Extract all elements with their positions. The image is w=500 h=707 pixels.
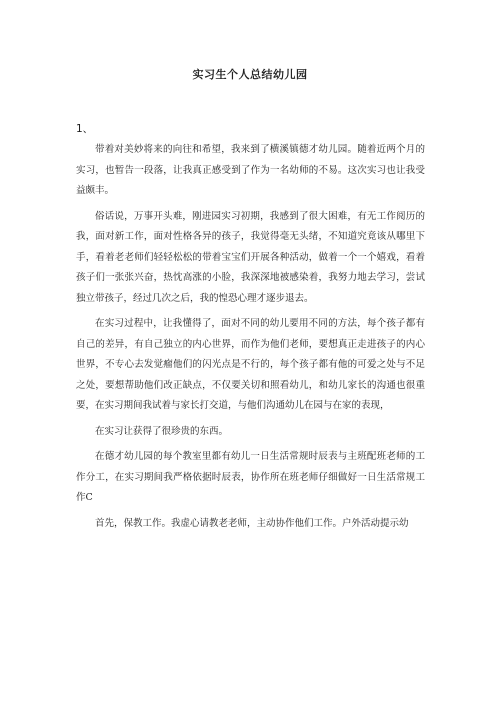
paragraph-6: 首先，保教工作。我虚心请教老老师，主动协作他们工作。户外活动提示幼 [95,517,409,529]
document-title: 实习生个人总结幼儿园 [192,68,308,81]
section-number: 1、 [76,123,94,135]
paragraph-4: 在实习让获得了很珍贵的东西。 [95,425,229,437]
paragraph-5: 在德才幼儿园的每个教室里都有幼儿一日生活常规时辰表与主班配班老师的工作分工，在实习期间我严格依据时辰表，协作所在班老师仔细做好一日生活常规工作C [76,451,425,503]
paragraph-3: 在实习过程中，让我懂得了，面对不同的幼儿要用不同的方法，每个孩子都有自己的差异，有自己独立的内心世界，而作为他们老师，要想真正走进孩子的内心世界，不专心去发觉瘤他们的闪光点是不行的，每个孩子都有他的可爱之处与不足之处，要想帮助他们改正缺点，不仅要关切和照看幼儿，和幼儿家长的沟通也很重要，在实习期间我试着与家长打交道，与他们沟通幼儿在园与在家的表现， [76,318,425,411]
document-body [76,140,425,539]
paragraph-1: 带着对美妙将来的向往和希望，我来到了横溪镇德才幼儿园。随着近两个月的实习，也暂告一段落，让我真正感受到了作为一名幼师的不易。这次实习也让我受益颇丰。 [76,144,425,196]
paragraph-2: 俗话说，万事开头难，刚进园实习初期，我感到了很大困难，有无工作阅历的我，面对新工作，面对性格各异的孩子，我觉得毫无头绪，不知道究竟该从哪里下手，看着老老师们轻轻松松的带着宝宝们开展各种活动，做着一个一个嬉戏，看着孩子们一张张兴奋，热忱高涨的小脸，我深深地被感染着，我努力地去学习，尝试独立带孩子，经过几次之后，我的惶恐心理才逐步退去。 [76,210,425,304]
